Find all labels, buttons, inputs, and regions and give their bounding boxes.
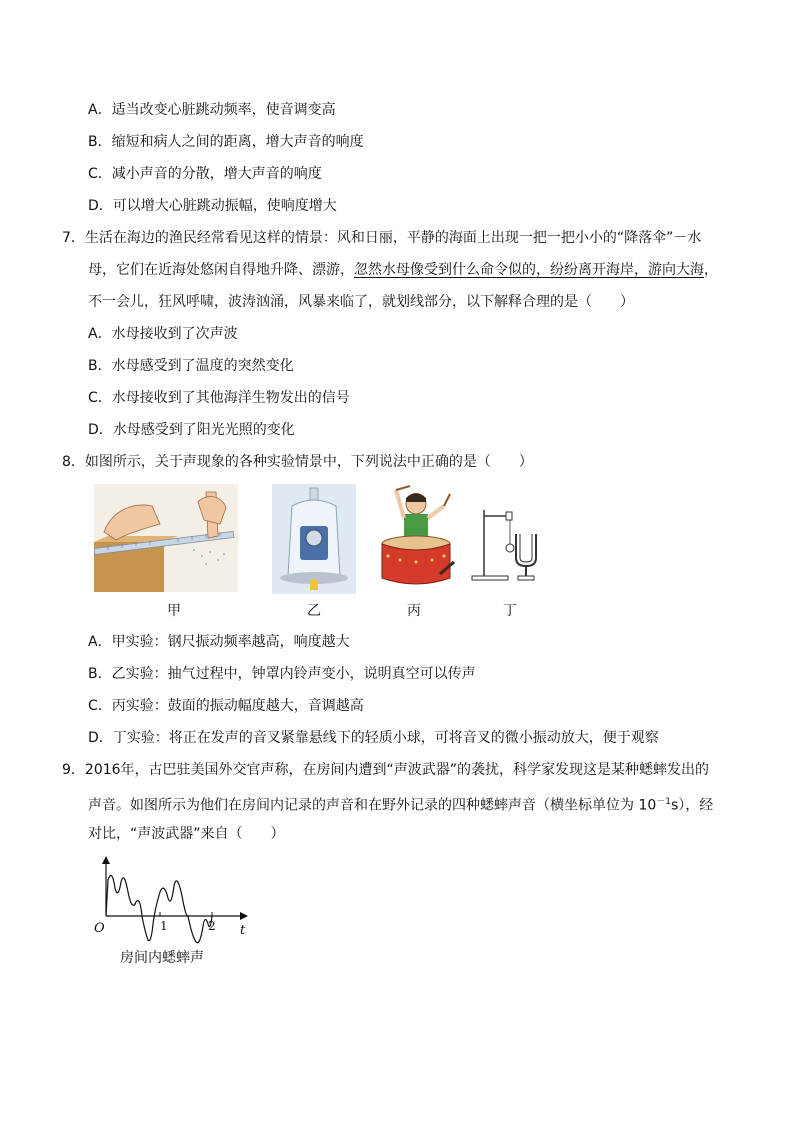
graph-tick-2: 2 bbox=[208, 919, 216, 933]
q7-option-a: A．水母接收到了次声波 bbox=[88, 326, 238, 342]
graph-t-axis-label: t bbox=[240, 923, 246, 938]
bell-jar-illustration bbox=[272, 484, 356, 594]
caption-yi: 乙 bbox=[307, 603, 321, 619]
drum-illustration bbox=[374, 484, 458, 594]
q7-option-b: B．水母感受到了温度的突然变化 bbox=[88, 358, 294, 374]
q6-option-b: B．缩短和病人之间的距离，增大声音的响度 bbox=[88, 134, 364, 150]
q8-stem: 8．如图所示，关于声现象的各种实验情景中，下列说法中正确的是（ ） bbox=[62, 454, 533, 470]
q7-underlined-part: 忽然水母像受到什么命令似的，纷纷离开海岸，游向大海 bbox=[354, 262, 704, 278]
q7-stem-line2-end: ， bbox=[704, 262, 718, 278]
q8-option-d: D．丁实验：将正在发声的音叉紧靠悬线下的轻质小球，可将音叉的微小振动放大，便于观察 bbox=[88, 730, 659, 746]
q9-stem-line2-text: 声音。如图所示为他们在房间内记录的声音和在野外记录的四种蟋蟀声音（横坐标单位为 10 bbox=[88, 797, 657, 814]
tuning-fork-illustration bbox=[470, 506, 546, 586]
q8-option-c: C．丙实验：鼓面的振动幅度越大，音调越高 bbox=[88, 698, 364, 714]
ruler-experiment-illustration bbox=[94, 484, 238, 592]
q6-option-a: A．适当改变心脏跳动频率，使音调变高 bbox=[88, 102, 336, 118]
caption-ding: 丁 bbox=[503, 603, 517, 619]
q7-stem-line2 bbox=[88, 260, 718, 280]
q9-exponent: －1 bbox=[656, 797, 671, 807]
q7-option-c: C．水母接收到了其他海洋生物发出的信号 bbox=[88, 390, 350, 406]
q8-option-b: B．乙实验：抽气过程中，钟罩内铃声变小，说明真空可以传声 bbox=[88, 666, 476, 682]
caption-jia: 甲 bbox=[167, 603, 181, 619]
q6-option-c: C．减小声音的分散，增大声音的响度 bbox=[88, 166, 322, 182]
q8-option-a: A．甲实验：钢尺振动频率越高，响度越大 bbox=[88, 634, 350, 650]
q9-stem-line2 bbox=[88, 792, 713, 816]
caption-bing: 丙 bbox=[407, 603, 421, 619]
q9-stem-line1: 9．2016年，古巴驻美国外交官声称，在房间内遭到“声波武器”的袭扰，科学家发现这是某种蟋蟀发出的 bbox=[62, 762, 710, 778]
q7-stem-line1: 7．生活在海边的渔民经常看见这样的情景：风和日丽，平静的海面上出现一把一把小小的“降落伞”－水 bbox=[62, 230, 702, 246]
q7-stem-line2-text: 母，它们在近海处悠闲自得地升降、漂游， bbox=[88, 262, 354, 278]
graph-tick-1: 1 bbox=[160, 919, 168, 933]
q6-option-d: D．可以增大心脏跳动振幅，使响度增大 bbox=[88, 198, 337, 214]
q7-stem-line3: 不一会儿，狂风呼啸，波涛汹涌，风暴来临了，就划线部分，以下解释合理的是（ ） bbox=[88, 294, 634, 310]
q9-stem-line2-end: s），经 bbox=[671, 797, 714, 814]
q9-stem-line3: 对比，“声波武器”来自（ ） bbox=[88, 826, 285, 842]
room-cricket-waveform bbox=[90, 852, 260, 948]
graph-origin-label: O bbox=[94, 921, 105, 936]
graph-caption: 房间内蟋蟀声 bbox=[120, 950, 204, 966]
q7-option-d: D．水母感受到了阳光光照的变化 bbox=[88, 422, 295, 438]
